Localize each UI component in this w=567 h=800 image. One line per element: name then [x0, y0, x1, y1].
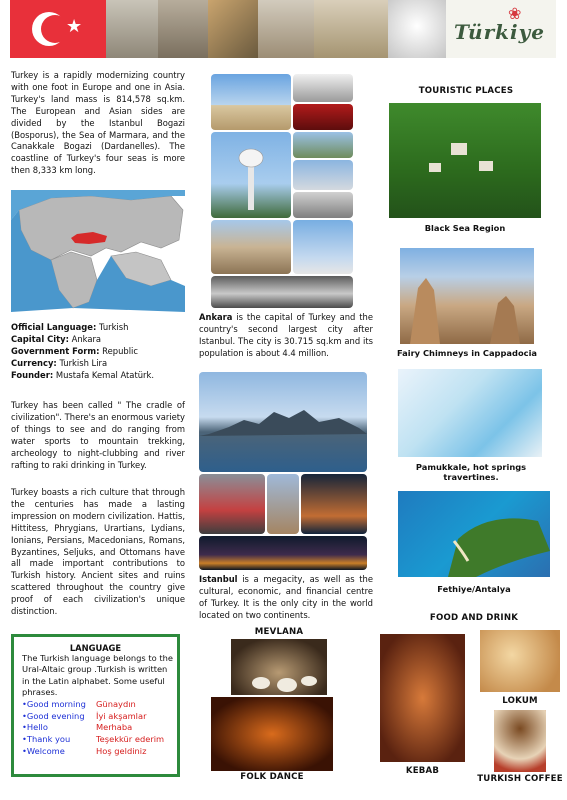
- ruins-photo: [106, 0, 158, 58]
- fact-language: Official Language: Turkish: [11, 322, 129, 332]
- fact-founder: Founder: Mustafa Kemal Atatürk.: [11, 369, 154, 380]
- phrase-row: •Welcome Hoş geldiniz: [22, 746, 147, 757]
- tulip-icon: ❀: [508, 4, 522, 23]
- building-photo: [293, 74, 353, 102]
- lokum-photo: [480, 630, 560, 692]
- mevlana-label: MEVLANA: [254, 627, 304, 637]
- language-box: [11, 634, 180, 777]
- mosaic-photo: [208, 0, 258, 58]
- bosphorus-bridge-photo: [199, 536, 367, 570]
- turkish-flag: [10, 0, 106, 58]
- fact-government: Government Form: Republic: [11, 345, 138, 356]
- cappadocia-photo: [400, 248, 534, 344]
- phrase-row: •Hello Merhaba: [22, 722, 133, 733]
- galata-tower-photo: [267, 474, 299, 534]
- metro-station-photo: [211, 276, 353, 308]
- anitkabir-photo: [211, 74, 291, 130]
- fairy-chimneys-photo: [258, 0, 314, 58]
- turkiye-logo: ❀ Türkiye: [446, 0, 556, 58]
- turkish-coffee-photo: [494, 710, 546, 772]
- fact-currency: Currency: Turkish Lira: [11, 357, 108, 368]
- phrase-row: •Thank you Teşekkür ederim: [22, 734, 165, 745]
- phrase-row: •Good evening İyi akşamlar: [22, 710, 147, 721]
- park-photo: [293, 132, 353, 158]
- fact-capital: Capital City: Ankara: [11, 333, 102, 344]
- folk-dance-photo: [211, 697, 333, 771]
- folk-dance-label: FOLK DANCE: [240, 772, 304, 782]
- tram-photo: [199, 474, 265, 534]
- black-sea-photo: [389, 103, 541, 218]
- country-facts: [11, 322, 185, 382]
- lokum-label: LOKUM: [502, 696, 538, 706]
- kebab-photo: [380, 634, 465, 762]
- turkey-map: [11, 190, 185, 312]
- cat-photo: [388, 0, 446, 58]
- place-caption: Fairy Chimneys in Cappadocia: [396, 348, 538, 358]
- istanbul-paragraph: Istanbul is a megacity, as well as the cultural, economic, and financial centre of Turkey. It is the only city in the world located on two continents.: [199, 574, 373, 620]
- header-banner: [10, 0, 556, 58]
- star-icon: ★: [66, 16, 83, 37]
- intro-paragraph: Turkey is a rapidly modernizing country with one foot in Europe and one in Asia. Turkey's land mass is 814,578 sq.km. The European and Asian sides are divided by the Istanbul Bogazi (Bosporus), the Sea of Marmara, and the Canakkale Bogazi (Dardanelles). The coastline of Turkey's four seas is more then 8,333 km long.: [11, 70, 185, 176]
- phrase-row: •Good morning Günaydın: [22, 698, 136, 709]
- turkish-coffee-label: TURKISH COFFEE: [477, 774, 563, 784]
- touristic-places-title: TOURISTIC PLACES: [418, 86, 514, 96]
- atakule-tower-photo: [211, 132, 291, 218]
- fethiye-photo: [398, 491, 550, 577]
- place-caption: Fethiye/Antalya: [437, 584, 511, 594]
- kebab-label: KEBAB: [405, 766, 440, 776]
- culture-paragraph: Turkey boasts a rich culture that through the centuries has made a lasting impression on modern civilization. Hattis, Hittitess, Phrygians, Urartians, Lydians, Ionians, Persians, Macedonians, Romans, Byzantines, Seljuks, and Ottomans have all made important contributions to Turkish history. Ancient sites and ruins scattered throughout the country give proof of each civilization's unique distinction.: [11, 487, 185, 617]
- language-intro: The Turkish language belongs to the Ural-Altaic group .Turkish is written in the Latin alphabet. Some useful phrases.: [22, 653, 173, 698]
- istanbul-skyline-photo: [199, 372, 367, 472]
- statue-photo: [158, 0, 208, 58]
- hall-photo: [293, 104, 353, 130]
- cradle-paragraph: Turkey has been called " The cradle of civilization". There's an enormous variety of things to see and do ranging from water sports to mountain trekking, archeology to night-clubbing and river rafting to raki drinking in Turkey.: [11, 400, 185, 470]
- food-and-drink-title: FOOD AND DRINK: [429, 613, 519, 623]
- kocatepe-mosque-photo: [293, 160, 353, 190]
- place-caption: Pamukkale, hot springs travertines.: [415, 462, 527, 482]
- hotel-photo: [211, 220, 291, 274]
- language-title: LANGUAGE: [69, 643, 122, 653]
- interior-photo: [293, 192, 353, 218]
- maiden-tower-photo: [301, 474, 367, 534]
- mosque-photo: [293, 220, 353, 274]
- library-photo: [314, 0, 388, 58]
- mevlana-photo: [231, 639, 327, 695]
- place-caption: Black Sea Region: [424, 223, 506, 233]
- pamukkale-photo: [398, 369, 542, 457]
- ankara-paragraph: Ankara is the capital of Turkey and the country's second largest city after Istanbul. The city is 30.715 sq.km and its population is about 4.4 million.: [199, 312, 373, 358]
